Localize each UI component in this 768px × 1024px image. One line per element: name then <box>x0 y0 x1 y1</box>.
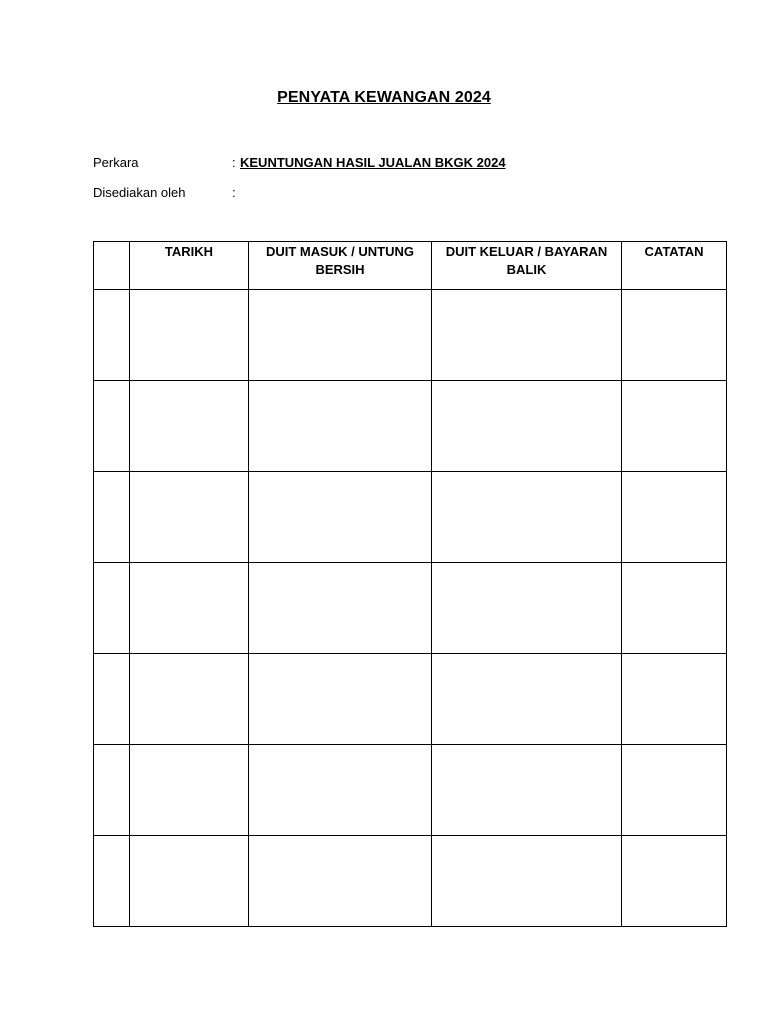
cell-catatan <box>622 745 727 836</box>
table-header <box>94 242 727 290</box>
table-body <box>94 290 727 927</box>
header-catatan: CATATAN <box>622 242 727 290</box>
perkara-value: KEUNTUNGAN HASIL JUALAN BKGK 2024 <box>240 155 506 170</box>
cell-no <box>94 472 130 563</box>
cell-catatan <box>622 836 727 927</box>
perkara-label: Perkara <box>93 155 139 170</box>
table-row <box>94 836 727 927</box>
cell-duit-keluar <box>432 654 622 745</box>
table-row <box>94 472 727 563</box>
cell-duit-keluar <box>432 472 622 563</box>
financial-statement-table <box>93 241 727 927</box>
cell-duit-masuk <box>249 836 432 927</box>
cell-tarikh <box>130 836 249 927</box>
cell-catatan <box>622 654 727 745</box>
disediakan-oleh-label: Disediakan oleh <box>93 185 186 200</box>
cell-duit-masuk <box>249 472 432 563</box>
cell-duit-keluar <box>432 836 622 927</box>
header-no <box>94 242 130 290</box>
table-row <box>94 745 727 836</box>
cell-duit-keluar <box>432 745 622 836</box>
cell-no <box>94 563 130 654</box>
table-header-row <box>94 242 727 290</box>
cell-tarikh <box>130 381 249 472</box>
perkara-colon: : <box>232 155 236 170</box>
cell-no <box>94 836 130 927</box>
table-row <box>94 563 727 654</box>
cell-no <box>94 290 130 381</box>
header-duit-masuk: DUIT MASUK / UNTUNG BERSIH <box>249 242 432 290</box>
disediakan-oleh-colon: : <box>232 185 236 200</box>
table-row <box>94 654 727 745</box>
cell-duit-masuk <box>249 381 432 472</box>
header-duit-keluar: DUIT KELUAR / BAYARAN BALIK <box>432 242 622 290</box>
header-tarikh: TARIKH <box>130 242 249 290</box>
cell-tarikh <box>130 290 249 381</box>
cell-catatan <box>622 290 727 381</box>
cell-tarikh <box>130 745 249 836</box>
cell-no <box>94 745 130 836</box>
cell-tarikh <box>130 472 249 563</box>
table-row <box>94 290 727 381</box>
cell-no <box>94 381 130 472</box>
cell-catatan <box>622 472 727 563</box>
cell-duit-keluar <box>432 563 622 654</box>
cell-no <box>94 654 130 745</box>
table-row <box>94 381 727 472</box>
cell-duit-keluar <box>432 290 622 381</box>
cell-duit-keluar <box>432 381 622 472</box>
cell-duit-masuk <box>249 745 432 836</box>
cell-catatan <box>622 381 727 472</box>
cell-tarikh <box>130 654 249 745</box>
cell-duit-masuk <box>249 654 432 745</box>
cell-duit-masuk <box>249 563 432 654</box>
cell-tarikh <box>130 563 249 654</box>
cell-catatan <box>622 563 727 654</box>
cell-duit-masuk <box>249 290 432 381</box>
document-title: PENYATA KEWANGAN 2024 <box>277 89 491 106</box>
